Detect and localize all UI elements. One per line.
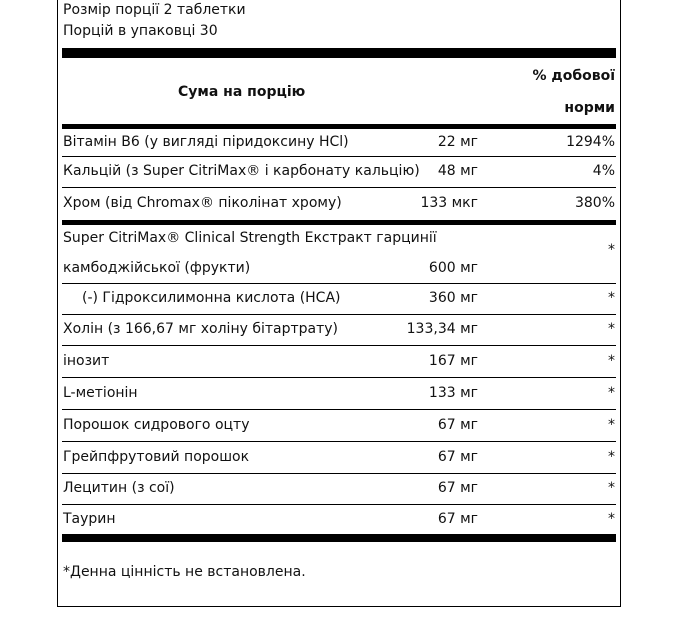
row-divider (62, 409, 616, 410)
row-divider (62, 156, 616, 157)
row-divider (62, 504, 616, 505)
nutrient-name: Кальцій (з Super CitriMax® і карбонату кальцію) (63, 163, 420, 179)
serving-size: Розмір порції 2 таблетки (63, 2, 246, 18)
row-divider (62, 283, 616, 284)
nutrient-name: Лецитин (з сої) (63, 480, 175, 496)
nutrient-amount: 67 мг (437, 480, 478, 496)
nutrient-name: Грейпфрутовий порошок (63, 449, 250, 465)
nutrient-daily-value: * (608, 417, 615, 433)
nutrient-amount: 48 мг (437, 163, 478, 179)
nutrient-daily-value: * (608, 449, 615, 465)
nutrient-daily-value: 4% (592, 163, 615, 179)
nutrient-amount: 67 мг (437, 417, 478, 433)
header-thick-divider (62, 124, 616, 129)
section-thick-divider (62, 220, 616, 225)
amount-per-serving-header: Сума на порцію (178, 84, 306, 100)
nutrient-name: Хром (від Chromax® піколінат хрому) (63, 195, 342, 211)
nutrient-amount: 133 мкг (420, 195, 478, 211)
nutrient-amount: 22 мг (437, 134, 478, 150)
row-divider (62, 187, 616, 188)
daily-value-header-line2: норми (564, 100, 615, 116)
nutrient-daily-value: * (608, 385, 615, 401)
row-divider (62, 441, 616, 442)
nutrient-name-line2: камбоджійської (фрукти) (63, 260, 251, 276)
nutrient-amount: 360 мг (428, 290, 478, 306)
row-divider (62, 345, 616, 346)
nutrient-daily-value: * (608, 321, 615, 337)
row-divider (62, 473, 616, 474)
nutrient-amount: 67 мг (437, 511, 478, 527)
nutrient-amount: 133,34 мг (406, 321, 478, 337)
nutrient-amount: 67 мг (437, 449, 478, 465)
nutrient-daily-value: * (608, 242, 615, 258)
nutrient-name: Таурин (63, 511, 116, 527)
nutrient-daily-value: 380% (574, 195, 615, 211)
nutrient-name: Порошок сидрового оцту (63, 417, 250, 433)
nutrient-name: (-) Гідроксилимонна кислота (HCA) (82, 290, 341, 306)
nutrient-amount: 167 мг (428, 353, 478, 369)
nutrient-daily-value: * (608, 480, 615, 496)
nutrient-daily-value: 1294% (566, 134, 615, 150)
supplement-facts-panel (57, 0, 621, 607)
nutrient-name: інозит (63, 353, 110, 369)
nutrient-amount: 133 мг (428, 385, 478, 401)
footnote: *Денна цінність не встановлена. (63, 564, 306, 580)
row-divider (62, 314, 616, 315)
daily-value-header-line1: % добової (532, 68, 615, 84)
nutrient-daily-value: * (608, 290, 615, 306)
nutrient-daily-value: * (608, 353, 615, 369)
nutrient-name: Холін (з 166,67 мг холіну бітартрату) (63, 321, 339, 337)
nutrient-amount: 600 мг (428, 260, 478, 276)
nutrient-name: Вітамін B6 (у вигляді піридоксину HCl) (63, 134, 349, 150)
servings-per-container: Порцій в упаковці 30 (63, 23, 218, 39)
bottom-thick-divider (62, 534, 616, 542)
top-thick-divider (62, 48, 616, 58)
row-divider (62, 377, 616, 378)
nutrient-daily-value: * (608, 511, 615, 527)
nutrient-name-line1: Super CitriMax® Clinical Strength Екстракт гарцинії (63, 230, 437, 246)
nutrient-name: L-метіонін (63, 385, 138, 401)
